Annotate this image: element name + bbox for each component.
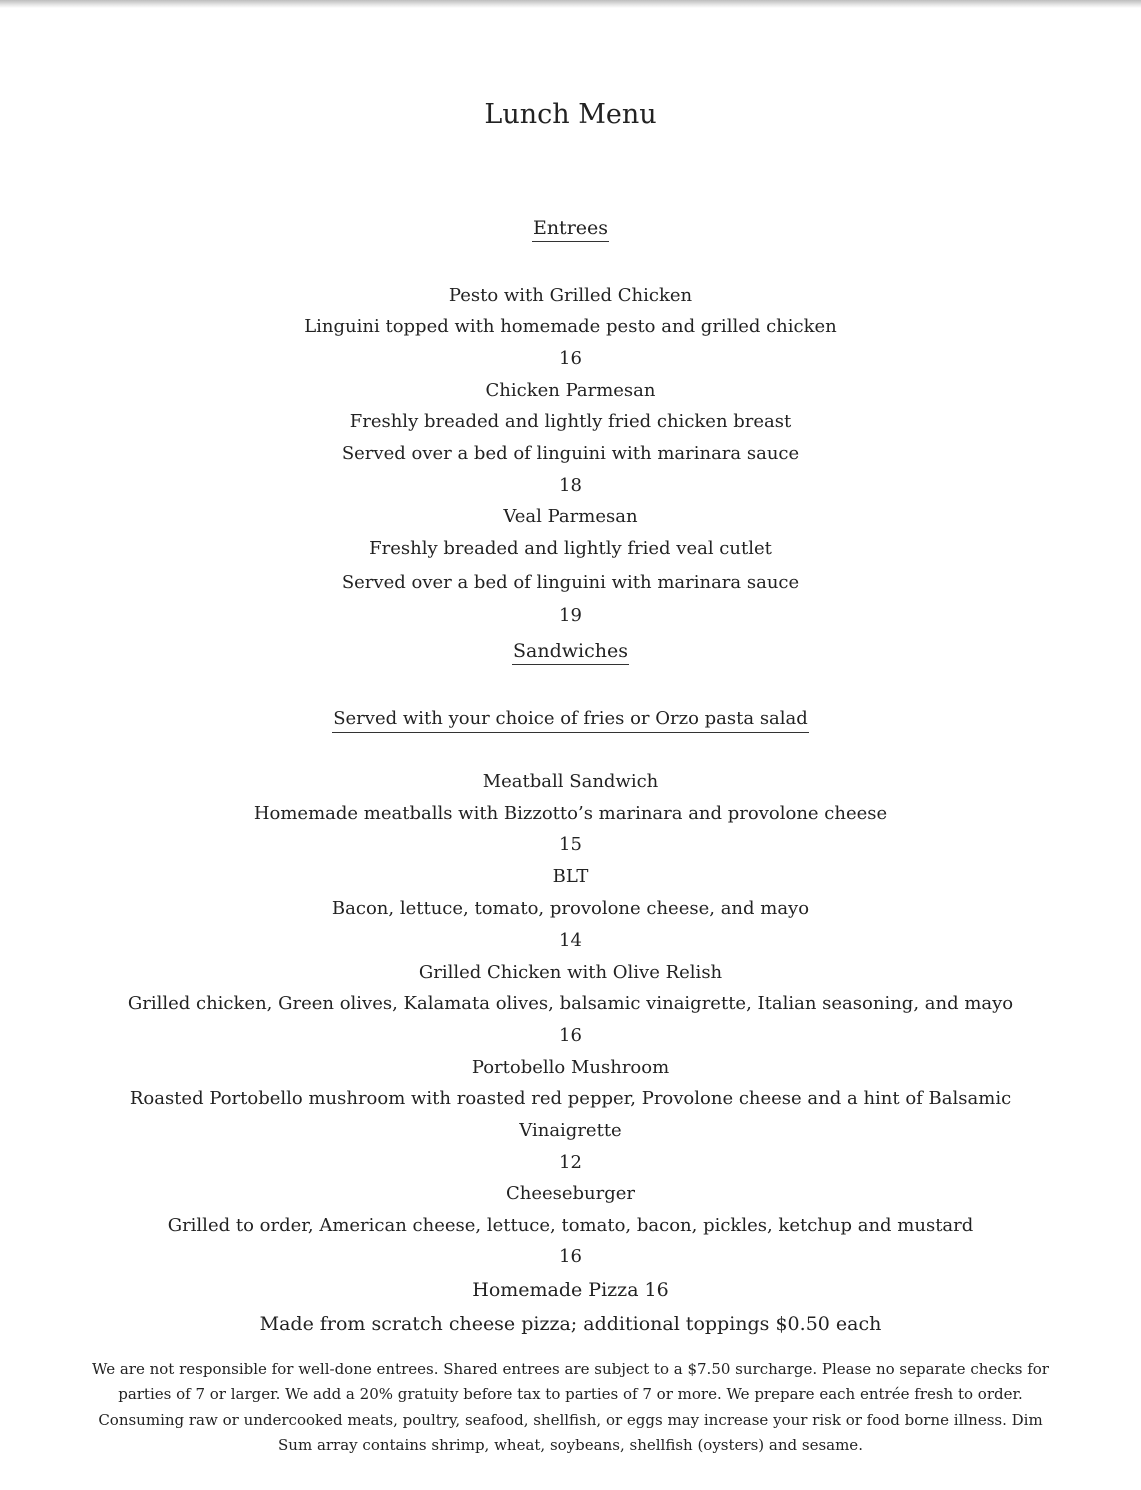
- item-description: Vinaigrette: [519, 1120, 622, 1141]
- item-price: 14: [559, 930, 582, 951]
- item-description: Linguini topped with homemade pesto and grilled chicken: [304, 316, 837, 337]
- disclaimer-line: parties of 7 or larger. We add a 20% gratuity before tax to parties of 7 or more. We prepare each entrée fresh to order.: [118, 1385, 1023, 1403]
- disclaimer-line: Sum array contains shrimp, wheat, soybeans, shellfish (oysters) and sesame.: [278, 1436, 863, 1454]
- item-name: Cheeseburger: [505, 1183, 636, 1204]
- disclaimer-line: We are not responsible for well-done entrees. Shared entrees are subject to a $7.50 surcharge. Please no separate checks for: [92, 1360, 1049, 1378]
- item-name: Grilled Chicken with Olive Relish: [418, 962, 723, 983]
- pizza-description: Made from scratch cheese pizza; additional toppings $0.50 each: [259, 1313, 882, 1335]
- item-description: Served over a bed of linguini with marinara sauce: [341, 572, 800, 593]
- menu-title: Lunch Menu: [484, 99, 657, 130]
- sandwiches-subheading-row: [0, 708, 1141, 733]
- item-price: 16: [559, 348, 582, 369]
- item-name: Veal Parmesan: [503, 506, 638, 527]
- item-name: Portobello Mushroom: [471, 1057, 670, 1078]
- item-description: Grilled to order, American cheese, lettuce, tomato, bacon, pickles, ketchup and mustard: [167, 1215, 974, 1236]
- item-description: Freshly breaded and lightly fried veal cutlet: [369, 538, 772, 559]
- sandwiches-heading: Sandwiches: [512, 640, 629, 665]
- item-description: Served over a bed of linguini with marinara sauce: [341, 443, 800, 464]
- pizza-name: Homemade Pizza 16: [472, 1279, 669, 1301]
- item-price: 12: [559, 1152, 582, 1173]
- item-price: 16: [559, 1025, 582, 1046]
- item-name: Chicken Parmesan: [485, 380, 656, 401]
- item-description: Homemade meatballs with Bizzotto’s marinara and provolone cheese: [253, 803, 888, 824]
- sandwiches-subheading: Served with your choice of fries or Orzo pasta salad: [332, 708, 809, 733]
- entrees-heading-row: [0, 217, 1141, 242]
- item-description: Roasted Portobello mushroom with roasted red pepper, Provolone cheese and a hint of Balsamic: [129, 1088, 1012, 1109]
- item-name: Pesto with Grilled Chicken: [448, 285, 693, 306]
- item-price: 15: [559, 834, 582, 855]
- item-name: Meatball Sandwich: [482, 771, 659, 792]
- item-price: 18: [559, 475, 582, 496]
- item-description: Freshly breaded and lightly fried chicken breast: [349, 411, 792, 432]
- item-price: 16: [559, 1246, 582, 1267]
- entrees-heading: Entrees: [532, 217, 609, 242]
- top-edge-shadow: [0, 0, 1141, 8]
- item-description: Grilled chicken, Green olives, Kalamata olives, balsamic vinaigrette, Italian seasoning, and mayo: [127, 993, 1014, 1014]
- sandwiches-heading-row: [0, 640, 1141, 665]
- disclaimer-line: Consuming raw or undercooked meats, poultry, seafood, shellfish, or eggs may increase your risk or food borne illness. Dim: [98, 1411, 1043, 1429]
- item-name: BLT: [552, 866, 589, 887]
- item-price: 19: [559, 605, 582, 626]
- item-description: Bacon, lettuce, tomato, provolone cheese, and mayo: [331, 898, 810, 919]
